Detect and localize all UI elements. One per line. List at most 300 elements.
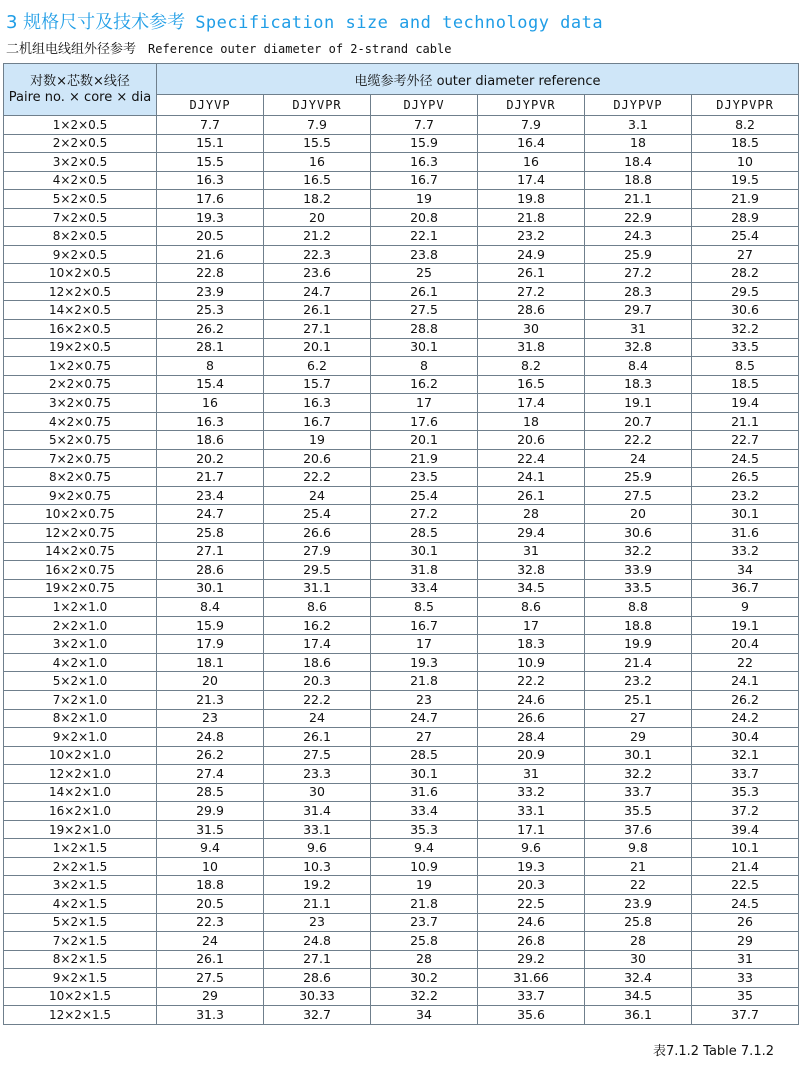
table-row [4,227,799,246]
diameter-cell: 7.7 [371,116,478,135]
diameter-cell: 18.8 [585,171,692,190]
table-row [4,153,799,172]
diameter-cell: 16.3 [264,394,371,413]
diameter-cell: 7.9 [478,116,585,135]
diameter-cell: 30.1 [585,746,692,765]
diameter-cell: 21.4 [692,857,799,876]
table-row [4,1006,799,1025]
diameter-cell: 26.6 [264,524,371,543]
diameter-cell: 26.8 [478,932,585,951]
diameter-cell: 33.2 [692,542,799,561]
diameter-cell: 30 [264,783,371,802]
diameter-cell: 22.2 [264,690,371,709]
diameter-cell: 19.9 [585,635,692,654]
diameter-cell: 21.9 [692,190,799,209]
diameter-cell: 26.1 [478,486,585,505]
diameter-cell: 27.1 [264,320,371,339]
diameter-cell: 18.5 [692,375,799,394]
diameter-cell: 19 [371,876,478,895]
diameter-cell: 16.5 [264,171,371,190]
spec-cell: 1×2×1.0 [4,598,157,617]
diameter-cell: 24.7 [371,709,478,728]
diameter-cell: 17.4 [478,171,585,190]
diameter-cell: 10.3 [264,857,371,876]
diameter-cell: 10.9 [478,653,585,672]
diameter-cell: 23 [371,690,478,709]
diameter-cell: 30.1 [692,505,799,524]
diameter-cell: 8.5 [692,357,799,376]
table-row [4,561,799,580]
diameter-cell: 21.6 [157,245,264,264]
diameter-cell: 29.5 [264,561,371,580]
diameter-cell: 18.6 [157,431,264,450]
spec-cell: 12×2×1.5 [4,1006,157,1025]
diameter-cell: 21 [585,857,692,876]
diameter-cell: 23.2 [478,227,585,246]
diameter-cell: 9.8 [585,839,692,858]
diameter-cell: 19.3 [478,857,585,876]
diameter-cell: 32.2 [371,987,478,1006]
spec-column-header [4,64,157,116]
column-header-djypvpr: DJYPVPR [692,95,799,116]
table-row [4,857,799,876]
diameter-cell: 34 [371,1006,478,1025]
diameter-cell: 20.7 [585,412,692,431]
spec-cell: 8×2×0.75 [4,468,157,487]
diameter-cell: 8.2 [692,116,799,135]
diameter-cell: 15.9 [371,134,478,153]
spec-cell: 1×2×0.5 [4,116,157,135]
spec-table [3,63,799,1025]
table-subtitle-en: Reference outer diameter of 2-strand cable [148,42,452,56]
diameter-cell: 31.4 [264,802,371,821]
diameter-cell: 21.8 [371,894,478,913]
spec-cell: 2×2×0.5 [4,134,157,153]
diameter-cell: 30.4 [692,728,799,747]
diameter-cell: 22.3 [264,245,371,264]
diameter-cell: 20 [264,208,371,227]
spec-cell: 8×2×1.0 [4,709,157,728]
diameter-cell: 24.6 [478,690,585,709]
table-row [4,950,799,969]
diameter-cell: 23.8 [371,245,478,264]
diameter-cell: 21.7 [157,468,264,487]
diameter-cell: 31.66 [478,969,585,988]
spec-header-cn: 对数×芯数×线径 [30,73,130,89]
diameter-cell: 26.5 [692,468,799,487]
diameter-cell: 25.4 [264,505,371,524]
diameter-cell: 15.1 [157,134,264,153]
diameter-cell: 33.7 [585,783,692,802]
spec-table-body [4,116,799,1025]
diameter-cell: 7.7 [157,116,264,135]
diameter-cell: 37.7 [692,1006,799,1025]
diameter-cell: 28.5 [371,524,478,543]
spec-cell: 9×2×1.0 [4,728,157,747]
diameter-cell: 15.5 [264,134,371,153]
diameter-cell: 25.9 [585,468,692,487]
spec-cell: 1×2×1.5 [4,839,157,858]
diameter-cell: 25.8 [585,913,692,932]
spec-cell: 16×2×0.75 [4,561,157,580]
diameter-cell: 20.5 [157,894,264,913]
table-row [4,672,799,691]
spec-cell: 19×2×0.75 [4,579,157,598]
diameter-cell: 20 [157,672,264,691]
table-row [4,783,799,802]
diameter-cell: 24.7 [264,282,371,301]
diameter-cell: 20.6 [478,431,585,450]
diameter-cell: 18.8 [157,876,264,895]
table-row [4,486,799,505]
table-row [4,969,799,988]
diameter-cell: 32.2 [585,542,692,561]
table-row [4,375,799,394]
diameter-cell: 28.8 [371,320,478,339]
spec-cell: 5×2×0.5 [4,190,157,209]
spec-cell: 9×2×1.5 [4,969,157,988]
table-subtitle-cn: 二机组电线组外径参考 [6,42,137,57]
diameter-cell: 31.8 [478,338,585,357]
diameter-cell: 20.3 [264,672,371,691]
table-row [4,802,799,821]
diameter-cell: 26.1 [264,728,371,747]
diameter-cell: 8.6 [478,598,585,617]
table-row [4,932,799,951]
diameter-cell: 28.1 [157,338,264,357]
table-row [4,746,799,765]
diameter-cell: 17.9 [157,635,264,654]
diameter-cell: 16.5 [478,375,585,394]
diameter-cell: 29 [692,932,799,951]
diameter-cell: 18.6 [264,653,371,672]
diameter-cell: 16.2 [264,616,371,635]
diameter-cell: 28.6 [157,561,264,580]
table-row [4,524,799,543]
diameter-cell: 22.5 [692,876,799,895]
table-row [4,579,799,598]
diameter-cell: 17.1 [478,820,585,839]
diameter-cell: 18.1 [157,653,264,672]
diameter-cell: 32.8 [585,338,692,357]
diameter-cell: 9.4 [157,839,264,858]
diameter-cell: 27.1 [157,542,264,561]
diameter-cell: 27 [692,245,799,264]
diameter-cell: 23.2 [692,486,799,505]
diameter-cell: 9.6 [264,839,371,858]
diameter-cell: 27.5 [157,969,264,988]
table-row [4,820,799,839]
spec-cell: 7×2×0.5 [4,208,157,227]
table-row [4,468,799,487]
diameter-cell: 26.2 [692,690,799,709]
spec-cell: 7×2×1.5 [4,932,157,951]
diameter-cell: 35 [692,987,799,1006]
spec-cell: 16×2×0.5 [4,320,157,339]
spec-header-en: Paire no. × core × dia [8,89,152,105]
spec-cell: 7×2×1.0 [4,690,157,709]
spec-cell: 3×2×1.5 [4,876,157,895]
diameter-cell: 16.3 [157,171,264,190]
diameter-cell: 10 [692,153,799,172]
diameter-cell: 8.5 [371,598,478,617]
spec-cell: 3×2×0.75 [4,394,157,413]
diameter-cell: 30.1 [157,579,264,598]
diameter-cell: 23.7 [371,913,478,932]
table-row [4,190,799,209]
diameter-cell: 18.8 [585,616,692,635]
diameter-cell: 37.2 [692,802,799,821]
diameter-cell: 33.5 [692,338,799,357]
diameter-cell: 17.4 [264,635,371,654]
spec-cell: 14×2×1.0 [4,783,157,802]
diameter-cell: 22.2 [585,431,692,450]
column-header-djypvp: DJYPVP [585,95,692,116]
table-row [4,171,799,190]
diameter-cell: 24.2 [692,709,799,728]
diameter-cell: 23.4 [157,486,264,505]
diameter-cell: 3.1 [585,116,692,135]
diameter-cell: 31.8 [371,561,478,580]
diameter-cell: 30.6 [692,301,799,320]
table-row [4,987,799,1006]
diameter-cell: 20.6 [264,449,371,468]
diameter-cell: 24.5 [692,449,799,468]
spec-cell: 12×2×1.0 [4,765,157,784]
diameter-cell: 19.5 [692,171,799,190]
diameter-cell: 28.6 [478,301,585,320]
spec-cell: 14×2×0.5 [4,301,157,320]
diameter-cell: 27 [371,728,478,747]
diameter-cell: 24.8 [264,932,371,951]
diameter-cell: 32.1 [692,746,799,765]
diameter-cell: 21.9 [371,449,478,468]
diameter-cell: 23.9 [585,894,692,913]
diameter-cell: 24.6 [478,913,585,932]
diameter-cell: 28 [585,932,692,951]
diameter-cell: 19.8 [478,190,585,209]
table-row [4,394,799,413]
spec-cell: 10×2×1.5 [4,987,157,1006]
diameter-cell: 26.2 [157,746,264,765]
spec-cell: 10×2×0.75 [4,505,157,524]
spec-cell: 4×2×0.75 [4,412,157,431]
table-row [4,264,799,283]
diameter-cell: 25.8 [371,932,478,951]
diameter-cell: 15.4 [157,375,264,394]
diameter-cell: 15.5 [157,153,264,172]
diameter-cell: 27.2 [585,264,692,283]
diameter-cell: 16 [478,153,585,172]
spec-cell: 7×2×0.75 [4,449,157,468]
diameter-cell: 19.3 [157,208,264,227]
spec-cell: 3×2×0.5 [4,153,157,172]
spec-cell: 5×2×1.5 [4,913,157,932]
diameter-cell: 8.4 [157,598,264,617]
diameter-cell: 31 [692,950,799,969]
diameter-cell: 24.3 [585,227,692,246]
diameter-cell: 16.2 [371,375,478,394]
diameter-cell: 17 [371,635,478,654]
diameter-cell: 22 [692,653,799,672]
diameter-cell: 19.3 [371,653,478,672]
diameter-cell: 24.1 [692,672,799,691]
diameter-cell: 33.5 [585,579,692,598]
diameter-cell: 17 [478,616,585,635]
diameter-cell: 16 [264,153,371,172]
diameter-cell: 8.2 [478,357,585,376]
diameter-cell: 29 [585,728,692,747]
diameter-cell: 26.1 [264,301,371,320]
diameter-cell: 26.1 [478,264,585,283]
spec-cell: 14×2×0.75 [4,542,157,561]
spec-cell: 2×2×0.75 [4,375,157,394]
diameter-cell: 22.1 [371,227,478,246]
spec-cell: 3×2×1.0 [4,635,157,654]
diameter-cell: 28 [371,950,478,969]
diameter-cell: 31.6 [371,783,478,802]
spec-cell: 10×2×0.5 [4,264,157,283]
diameter-cell: 33.2 [478,783,585,802]
diameter-cell: 22.2 [478,672,585,691]
diameter-cell: 19.4 [692,394,799,413]
table-row [4,338,799,357]
diameter-cell: 22.3 [157,913,264,932]
diameter-cell: 25 [371,264,478,283]
table-row [4,505,799,524]
diameter-cell: 37.6 [585,820,692,839]
diameter-cell: 25.1 [585,690,692,709]
diameter-cell: 36.1 [585,1006,692,1025]
diameter-cell: 17.4 [478,394,585,413]
diameter-cell: 35.5 [585,802,692,821]
diameter-cell: 30.6 [585,524,692,543]
table-row [4,598,799,617]
diameter-cell: 23.5 [371,468,478,487]
diameter-cell: 29.5 [692,282,799,301]
spec-cell: 8×2×0.5 [4,227,157,246]
diameter-cell: 24.9 [478,245,585,264]
table-row [4,412,799,431]
diameter-cell: 19.2 [264,876,371,895]
spec-cell: 5×2×0.75 [4,431,157,450]
diameter-cell: 20.3 [478,876,585,895]
diameter-cell: 16.3 [157,412,264,431]
diameter-cell: 27.5 [371,301,478,320]
diameter-cell: 16.7 [371,616,478,635]
diameter-cell: 15.9 [157,616,264,635]
diameter-cell: 19 [371,190,478,209]
diameter-cell: 26.2 [157,320,264,339]
diameter-cell: 26.1 [157,950,264,969]
diameter-cell: 23.6 [264,264,371,283]
diameter-cell: 25.3 [157,301,264,320]
diameter-cell: 32.4 [585,969,692,988]
table-row [4,913,799,932]
spec-cell: 19×2×0.5 [4,338,157,357]
diameter-cell: 26 [692,913,799,932]
diameter-cell: 35.3 [371,820,478,839]
diameter-cell: 8.6 [264,598,371,617]
diameter-cell: 18.2 [264,190,371,209]
table-row [4,431,799,450]
diameter-cell: 33.7 [692,765,799,784]
diameter-cell: 28.2 [692,264,799,283]
diameter-cell: 31.6 [692,524,799,543]
diameter-cell: 20.4 [692,635,799,654]
diameter-cell: 30 [585,950,692,969]
diameter-cell: 30.1 [371,542,478,561]
spec-cell: 4×2×1.0 [4,653,157,672]
diameter-cell: 30.1 [371,338,478,357]
diameter-cell: 34.5 [478,579,585,598]
table-row [4,876,799,895]
diameter-cell: 24.1 [478,468,585,487]
diameter-cell: 32.8 [478,561,585,580]
spec-cell: 1×2×0.75 [4,357,157,376]
diameter-cell: 20.5 [157,227,264,246]
diameter-cell: 18.3 [585,375,692,394]
diameter-cell: 31 [478,542,585,561]
diameter-cell: 17 [371,394,478,413]
table-row [4,301,799,320]
section-title-cn: 3 规格尺寸及技术参考 [6,12,186,33]
column-header-djypv: DJYPV [371,95,478,116]
diameter-cell: 16 [157,394,264,413]
diameter-cell: 20 [585,505,692,524]
diameter-cell: 20.1 [264,338,371,357]
table-row [4,728,799,747]
diameter-cell: 27.1 [264,950,371,969]
spec-cell: 4×2×1.5 [4,894,157,913]
diameter-cell: 18 [585,134,692,153]
diameter-cell: 26.1 [371,282,478,301]
diameter-cell: 27.5 [585,486,692,505]
diameter-cell: 39.4 [692,820,799,839]
diameter-cell: 24.5 [692,894,799,913]
diameter-cell: 21.8 [371,672,478,691]
diameter-cell: 10.1 [692,839,799,858]
diameter-cell: 22.4 [478,449,585,468]
spec-cell: 10×2×1.0 [4,746,157,765]
diameter-cell: 28.9 [692,208,799,227]
diameter-cell: 31.5 [157,820,264,839]
diameter-cell: 17.6 [157,190,264,209]
table-row [4,690,799,709]
diameter-cell: 28.5 [371,746,478,765]
diameter-cell: 28.3 [585,282,692,301]
diameter-cell: 32.2 [585,765,692,784]
diameter-cell: 21.3 [157,690,264,709]
diameter-cell: 25.9 [585,245,692,264]
diameter-cell: 27.2 [371,505,478,524]
diameter-cell: 31.3 [157,1006,264,1025]
table-row [4,208,799,227]
spec-cell: 16×2×1.0 [4,802,157,821]
diameter-cell: 21.8 [478,208,585,227]
diameter-cell: 33 [692,969,799,988]
diameter-cell: 28 [478,505,585,524]
table-row [4,282,799,301]
diameter-cell: 23 [157,709,264,728]
table-row [4,357,799,376]
diameter-cell: 33.7 [478,987,585,1006]
diameter-cell: 26.6 [478,709,585,728]
diameter-cell: 33.1 [264,820,371,839]
diameter-cell: 32.2 [692,320,799,339]
diameter-cell: 23.9 [157,282,264,301]
diameter-cell: 8.4 [585,357,692,376]
